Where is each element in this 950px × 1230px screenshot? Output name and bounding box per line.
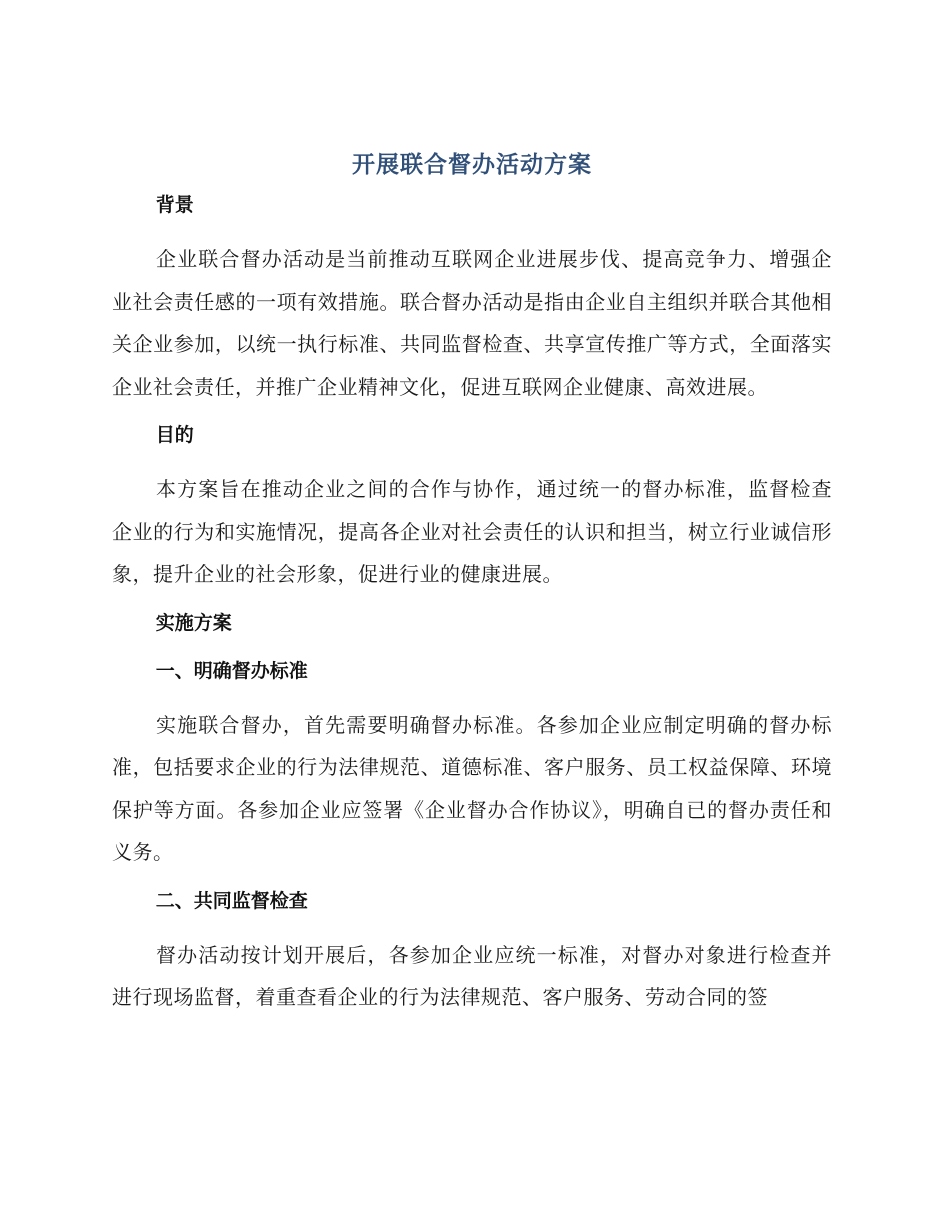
paragraph-inspection: 督办活动按计划开展后，各参加企业应统一标准，对督办对象进行检查并进行现场监督，着重查看企业的行为法律规范、客户服务、劳动合同的签 — [112, 942, 832, 1009]
document-page — [112, 148, 832, 1031]
section-heading-background: 背景 — [155, 194, 194, 216]
paragraph-purpose: 本方案旨在推动企业之间的合作与协作，通过统一的督办标准，监督检查企业的行为和实施情况，提高各企业对社会责任的认识和担当，树立行业诚信形象，提升企业的社会形象，促进行业的健康进展。 — [112, 477, 832, 586]
section-heading-purpose: 目的 — [155, 424, 194, 446]
document-title: 开展联合督办活动方案 — [352, 152, 592, 178]
paragraph-background: 企业联合督办活动是当前推动互联网企业进展步伐、提高竞争力、增强企业社会责任感的一项有效措施。联合督办活动是指由企业自主组织并联合其他相关企业参加，以统一执行标准、共同监督检查、共享宣传推广等方式，全面落实企业社会责任，并推广企业精神文化，促进互联网企业健康、高效进展。 — [112, 247, 832, 399]
subsection-heading-standards: 一、明确督办标准 — [155, 659, 308, 682]
section-heading-plan: 实施方案 — [155, 611, 232, 634]
subsection-heading-inspection: 二、共同监督检查 — [155, 889, 308, 912]
paragraph-standards: 实施联合督办，首先需要明确督办标准。各参加企业应制定明确的督办标准，包括要求企业的行为法律规范、道德标准、客户服务、员工权益保障、环境保护等方面。各参加企业应签署《企业督办合作协议》，明确自已的督办责任和义务。 — [112, 712, 832, 864]
